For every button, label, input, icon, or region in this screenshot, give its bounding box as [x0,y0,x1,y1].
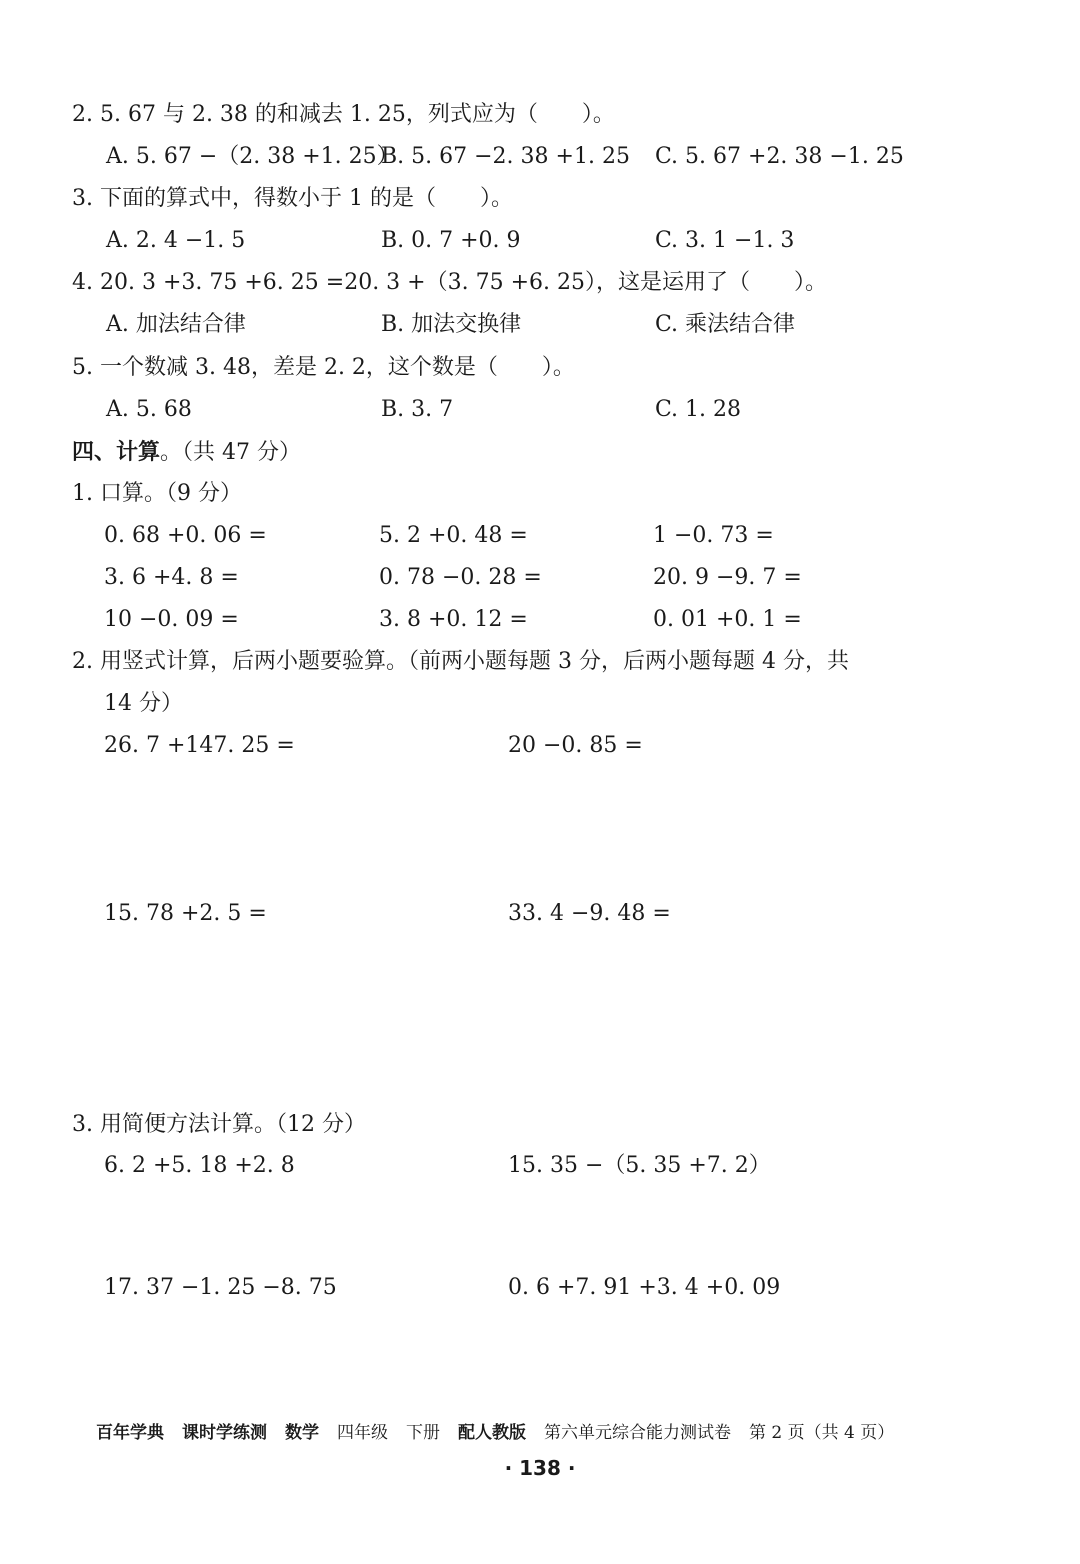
question-2-option-a: A. 5. 67 −（2. 38 +1. 25） [106,144,399,169]
footer-subject: 数学 [285,1423,319,1443]
question-3-option-a: A. 2. 4 −1. 5 [106,228,246,253]
part-3-title: 3. 用简便方法计算。（12 分） [72,1112,366,1137]
question-5-option-b: B. 3. 7 [381,397,454,422]
question-3-option-c: C. 3. 1 −1. 3 [655,228,795,253]
simplify-calc-item: 0. 6 +7. 91 +3. 4 +0. 09 [508,1275,781,1300]
oral-calc-item: 0. 01 +0. 1 = [653,607,802,632]
vertical-calc-item: 26. 7 +147. 25 = [104,733,295,758]
question-2-stem: 2. 5. 67 与 2. 38 的和减去 1. 25，列式应为（ ）。 [72,102,615,127]
simplify-calc-item: 6. 2 +5. 18 +2. 8 [104,1153,295,1178]
footer-page-info: 第 2 页（共 4 页） [749,1423,895,1443]
question-4-option-a: A. 加法结合律 [106,312,246,337]
page-number: · 138 · [504,1456,576,1480]
footer-test-name: 第六单元综合能力测试卷 [544,1423,731,1443]
question-2-option-c: C. 5. 67 +2. 38 −1. 25 [655,144,904,169]
simplify-calc-item: 15. 35 −（5. 35 +7. 2） [508,1153,771,1178]
footer-series: 课时学练测 [182,1423,267,1443]
footer-volume: 下册 [406,1423,440,1443]
question-3-option-b: B. 0. 7 +0. 9 [381,228,521,253]
question-3-stem: 3. 下面的算式中，得数小于 1 的是（ ）。 [72,186,513,211]
question-2-option-b: B. 5. 67 −2. 38 +1. 25 [381,144,630,169]
oral-calc-item: 5. 2 +0. 48 = [379,523,528,548]
question-5-stem: 5. 一个数减 3. 48，差是 2. 2，这个数是（ ）。 [72,355,575,380]
vertical-calc-item: 15. 78 +2. 5 = [104,901,267,926]
question-4-stem: 4. 20. 3 +3. 75 +6. 25 =20. 3 +（3. 75 +6. 25），这是运用了（ ）。 [72,270,827,295]
oral-calc-item: 0. 68 +0. 06 = [104,523,267,548]
section-4-heading [72,437,301,468]
part-1-title: 1. 口算。（9 分） [72,481,242,506]
vertical-calc-item: 33. 4 −9. 48 = [508,901,671,926]
page-footer [96,1420,912,1446]
part-2-title-line-1: 2. 用竖式计算，后两小题要验算。（前两小题每题 3 分，后两小题每题 4 分，共 [72,649,849,674]
oral-calc-item: 10 −0. 09 = [104,607,239,632]
simplify-calc-item: 17. 37 −1. 25 −8. 75 [104,1275,337,1300]
oral-calc-item: 20. 9 −9. 7 = [653,565,802,590]
part-2-title-line-2: 14 分） [104,691,183,716]
oral-calc-item: 1 −0. 73 = [653,523,774,548]
oral-calc-item: 0. 78 −0. 28 = [379,565,542,590]
question-5-option-a: A. 5. 68 [106,397,192,422]
oral-calc-item: 3. 6 +4. 8 = [104,565,239,590]
question-4-option-c: C. 乘法结合律 [655,312,796,337]
section-4-title: 四、计算 [72,439,161,465]
vertical-calc-item: 20 −0. 85 = [508,733,643,758]
footer-grade: 四年级 [337,1423,388,1443]
oral-calc-item: 3. 8 +0. 12 = [379,607,528,632]
question-4-option-b: B. 加法交换律 [381,312,522,337]
footer-brand: 百年学典 [96,1423,164,1443]
question-5-option-c: C. 1. 28 [655,397,742,422]
footer-edition: 配人教版 [458,1423,526,1443]
section-4-score: 。（共 47 分） [160,440,301,465]
